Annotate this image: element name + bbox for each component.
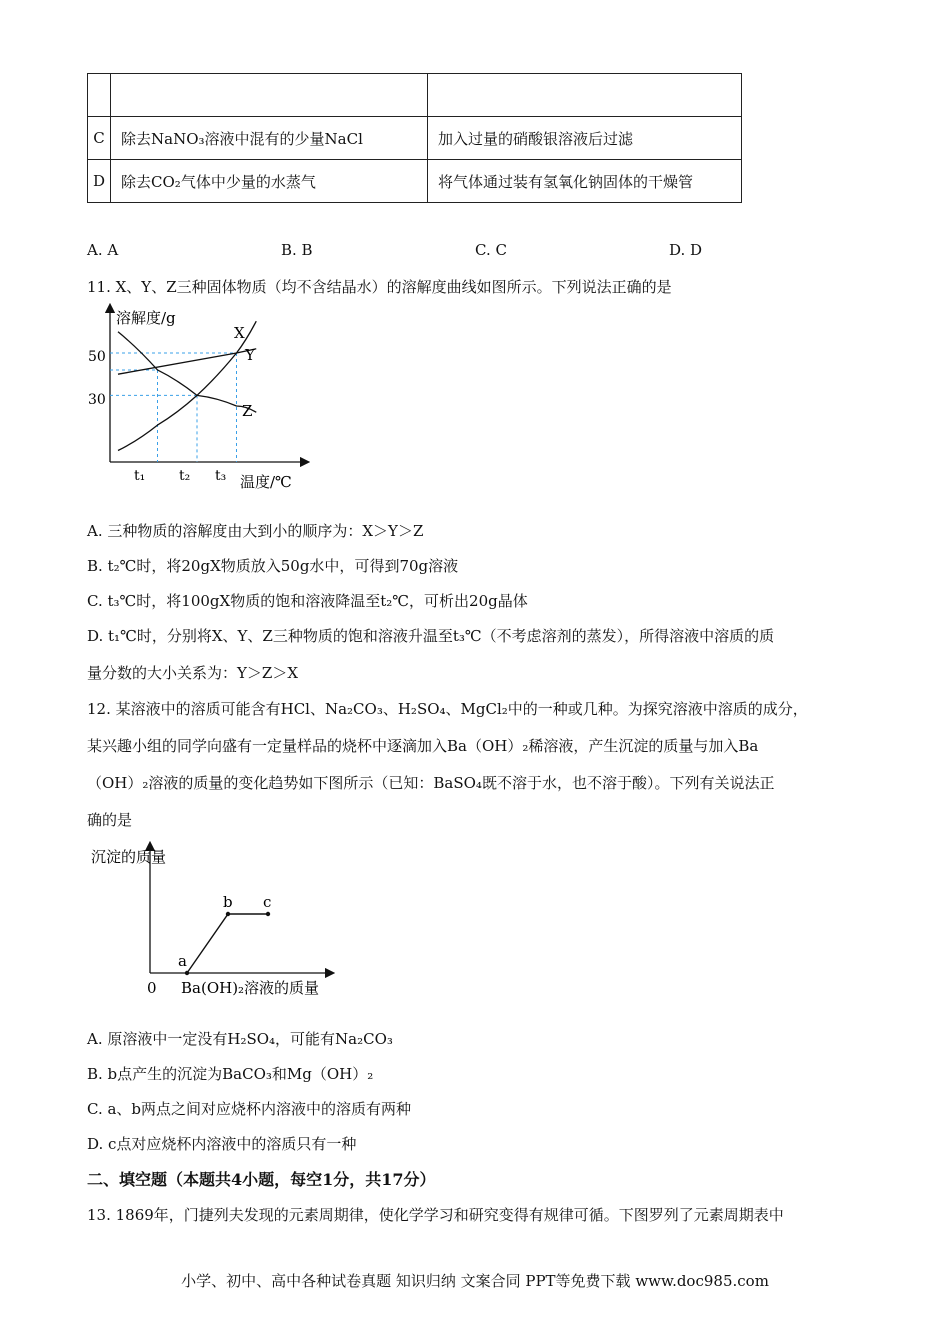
q12-stem-line2: 某兴趣小组的同学向盛有一定量样品的烧杯中逐滴加入Ba（OH）₂稀溶液，产生沉淀的质量与加入Ba	[87, 737, 759, 755]
series-curve-z	[118, 332, 256, 413]
choice-a: A. A	[87, 241, 119, 259]
origin-label: 0	[147, 979, 157, 997]
series-curve-y	[118, 349, 256, 374]
q11-option-b: B. t₂℃时，将20gX物质放入50g水中，可得到70g溶液	[87, 557, 459, 575]
q11-option-d-cont: 量分数的大小关系为：Y＞Z＞X	[87, 664, 299, 682]
options-table	[87, 73, 742, 203]
row-purpose: 除去NaNO₃溶液中混有的少量NaCl	[111, 117, 428, 160]
q12-option-d: D. c点对应烧杯内溶液中的溶质只有一种	[87, 1135, 357, 1153]
y-axis-label: 溶解度/g	[116, 309, 176, 327]
point-b	[226, 912, 230, 916]
footer: 小学、初中、高中各种试卷真题 知识归纳 文案合同 PPT等免费下载 www.doc985.com	[181, 1272, 769, 1290]
section-heading: 二、填空题（本题共4小题，每空1分，共17分）	[87, 1170, 436, 1189]
row-purpose: 除去CO₂气体中少量的水蒸气	[111, 160, 428, 203]
q11-option-a: A. 三种物质的溶解度由大到小的顺序为：X＞Y＞Z	[87, 522, 424, 540]
x-axis-label: 温度/℃	[240, 473, 292, 491]
table-row	[88, 160, 742, 203]
point-label-a: a	[178, 952, 187, 970]
q11-option-c: C. t₃℃时，将100gX物质的饱和溶液降温至t₂℃，可析出20g晶体	[87, 592, 528, 610]
q12-stem-line3: （OH）₂溶液的质量的变化趋势如下图所示（已知：BaSO₄既不溶于水，也不溶于酸）。下列有关说法正	[87, 774, 775, 792]
y-tick-50: 50	[88, 349, 106, 365]
row-method: 加入过量的硝酸银溶液后过滤	[428, 117, 742, 160]
row-purpose	[111, 74, 428, 117]
q12-option-c: C. a、b两点之间对应烧杯内溶液中的溶质有两种	[87, 1100, 412, 1118]
series-label-y: Y	[245, 346, 255, 364]
row-method: 将气体通过装有氢氧化钠固体的干燥管	[428, 160, 742, 203]
y-tick-30: 30	[88, 392, 106, 408]
q12-option-b: B. b点产生的沉淀为BaCO₃和Mg（OH）₂	[87, 1065, 374, 1083]
q11-option-d: D. t₁℃时，分别将X、Y、Z三种物质的饱和溶液升温至t₃℃（不考虑溶剂的蒸发），所得溶液中溶质的质	[87, 627, 775, 645]
q12-stem-line4: 确的是	[87, 811, 133, 829]
x-tick-t1: t₁	[134, 468, 146, 484]
x-tick-t2: t₂	[179, 468, 191, 484]
x-axis-label: Ba(OH)₂溶液的质量	[181, 979, 320, 997]
guide-lines	[110, 353, 237, 462]
point-a	[185, 971, 189, 975]
x-tick-t3: t₃	[215, 468, 227, 484]
q11-stem: 11. X、Y、Z三种固体物质（均不含结晶水）的溶解度曲线如图所示。下列说法正确的是	[87, 278, 672, 296]
point-c	[266, 912, 270, 916]
series-label-x: X	[234, 324, 245, 342]
q13-stem: 13. 1869年，门捷列夫发现的元素周期律，使化学学习和研究变得有规律可循。下图罗列了元素周期表中	[87, 1206, 784, 1224]
table-row	[88, 117, 742, 160]
q12-option-a: A. 原溶液中一定没有H₂SO₄，可能有Na₂CO₃	[87, 1030, 393, 1048]
row-key	[88, 74, 111, 117]
table-row	[88, 74, 742, 117]
choice-c: C. C	[475, 241, 507, 259]
row-key: C	[88, 117, 111, 160]
row-key: D	[88, 160, 111, 203]
choice-b: B. B	[281, 241, 313, 259]
precipitate-line	[178, 893, 271, 975]
choice-d: D. D	[669, 241, 703, 259]
precipitate-chart	[85, 838, 345, 1003]
row-method	[428, 74, 742, 117]
series-label-z: Z	[242, 402, 253, 420]
q12-stem-line1: 12. 某溶液中的溶质可能含有HCl、Na₂CO₃、H₂SO₄、MgCl₂中的一种或几种。为探究溶液中溶质的成分，	[87, 700, 808, 718]
precipitate-polyline	[187, 914, 268, 973]
point-label-c: c	[263, 893, 272, 911]
point-label-b: b	[223, 893, 233, 911]
solubility-chart	[80, 300, 320, 500]
y-axis-label: 沉淀的质量	[91, 848, 167, 866]
q10-choices	[87, 241, 847, 261]
